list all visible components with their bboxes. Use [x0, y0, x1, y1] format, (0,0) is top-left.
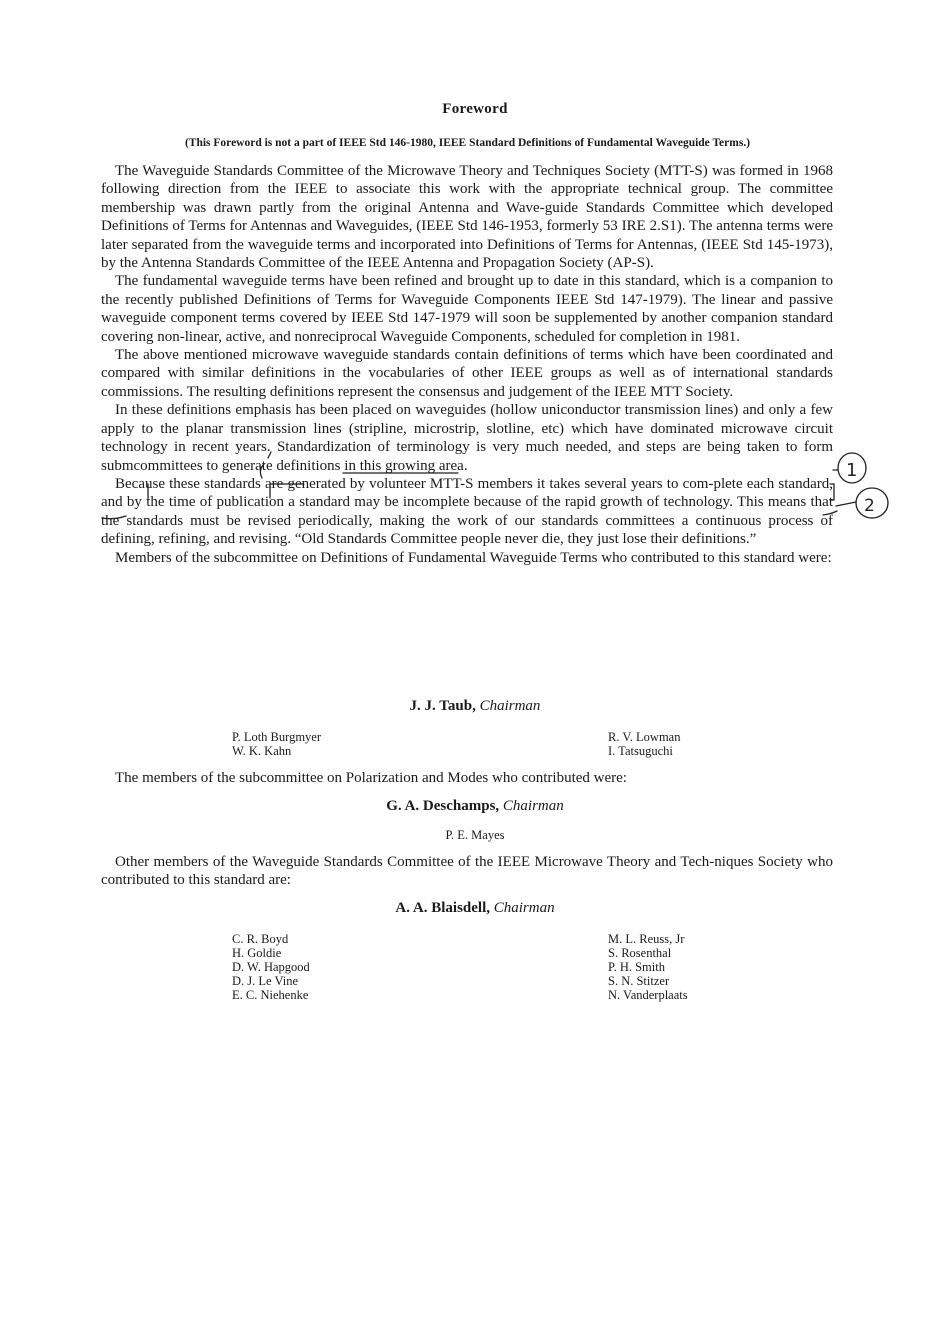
paragraph: Because these standards are generated by volunteer MTT-S members it takes several years to com-plete each standard, and by the time of publication a standard may be incomplete because of the rapid growth of technology. This means that the standards must be revised periodically, making the work of our standards committees a continuous process of defining, refining, and revising. “Old Standards Committee people never die, they just lose their definitions.”: [101, 475, 833, 548]
chairman-taub: [0, 698, 950, 715]
chairman-deschamps: [0, 798, 950, 815]
other-members-paragraph: [101, 853, 833, 890]
foreword-note: (This Foreword is not a part of IEEE Std 146-1980, IEEE Standard Definitions of Fundamental Waveguide Terms.): [184, 137, 751, 149]
member-name: R. V. Lowman: [608, 730, 681, 744]
paragraph: The members of the subcommittee on Polarization and Modes who contributed were:: [115, 770, 627, 786]
member-name: M. L. Reuss, Jr: [608, 932, 685, 946]
chairman-blaisdell: [0, 900, 950, 917]
mark-number: 1: [846, 460, 858, 481]
paragraph: Other members of the Waveguide Standards Committee of the IEEE Microwave Theory and Tech-niques Society who contributed to this standard are:: [101, 854, 833, 889]
member-name: P. H. Smith: [608, 960, 665, 974]
paragraph: The fundamental waveguide terms have been refined and brought up to date in this standard, which is a companion to the recently published Definitions of Terms for Waveguide Components IEEE Std 147-1979). The linear and passive waveguide component terms covered by IEEE Std 147-1979 will soon be supplemented by another companion standard covering non-linear, active, and nonreciprocal Waveguide Components, scheduled for completion in 1981.: [101, 273, 833, 345]
polarization-paragraph: [101, 769, 833, 787]
member-name: E. C. Niehenke: [232, 988, 309, 1002]
member-name: C. R. Boyd: [232, 932, 289, 946]
page-title: Foreword: [442, 101, 508, 117]
chairman-role: Chairman: [493, 900, 555, 916]
chairman-role: Chairman: [502, 798, 564, 814]
member-name: S. N. Stitzer: [608, 974, 670, 988]
member-name: S. Rosenthal: [608, 946, 672, 960]
members-list-left: [232, 730, 321, 758]
paragraph-annotated: In these definitions emphasis has been placed on waveguides (hollow uniconductor transmission lines) and only a few apply to the planar transmission lines (stripline, microstrip, slotline, etc) which have dominated microwave circuit technology in recent years. Standardization of terminology is very much needed, and steps are being taken to form submcommittees to generate definitions in this growing area.: [101, 402, 833, 474]
chairman-name: J. J. Taub,: [409, 698, 476, 714]
mark-number: 2: [864, 496, 875, 516]
member-name: D. W. Hapgood: [232, 960, 310, 974]
members-list-left: [232, 932, 310, 1002]
member-name: W. K. Kahn: [232, 744, 292, 758]
members-list-right: [608, 730, 680, 758]
paragraph: The Waveguide Standards Committee of the Microwave Theory and Techniques Society (MTT-S) was formed in 1968 following direction from the IEEE to associate this work with the appropriate technical group. The committee membership was drawn partly from the original Antenna and Wave-guide Standards Committee which developed Definitions of Terms for Antennas and Waveguides, (IEEE Std 146-1953, formerly 53 IRE 2.S1). The antenna terms were later separated from the waveguide terms and incorporated into Definitions of Terms for Antennas, (IEEE Std 145-1973), by the Antenna Standards Committee of the IEEE Antenna and Propagation Society (AP-S).: [101, 163, 833, 272]
chairman-name: G. A. Deschamps,: [386, 798, 500, 814]
foreword-body: [101, 162, 833, 567]
members-list-right: [608, 932, 688, 1002]
circled-mark-2: [856, 488, 888, 518]
member-name: D. J. Le Vine: [232, 974, 299, 988]
member-name: N. Vanderplaats: [608, 988, 688, 1002]
chairman-role: Chairman: [479, 698, 541, 714]
member-name: P. E. Mayes: [445, 828, 505, 842]
chairman-name: A. A. Blaisdell,: [395, 900, 490, 916]
connector-line: [836, 502, 856, 506]
member-name: I. Tatsuguchi: [608, 744, 673, 758]
paragraph: Members of the subcommittee on Definitions of Fundamental Waveguide Terms who contributed to this standard were:: [115, 549, 832, 566]
paragraph: The above mentioned microwave waveguide standards contain definitions of terms which have been coordinated and compared with similar definitions in the vocabularies of other IEEE groups as well as of international standards commissions. The resulting definitions represent the consensus and judgement of the IEEE MTT Society.: [101, 347, 833, 400]
member-name: H. Goldie: [232, 946, 282, 960]
member-name: P. Loth Burgmyer: [232, 730, 322, 744]
circled-mark-1: [838, 453, 866, 483]
